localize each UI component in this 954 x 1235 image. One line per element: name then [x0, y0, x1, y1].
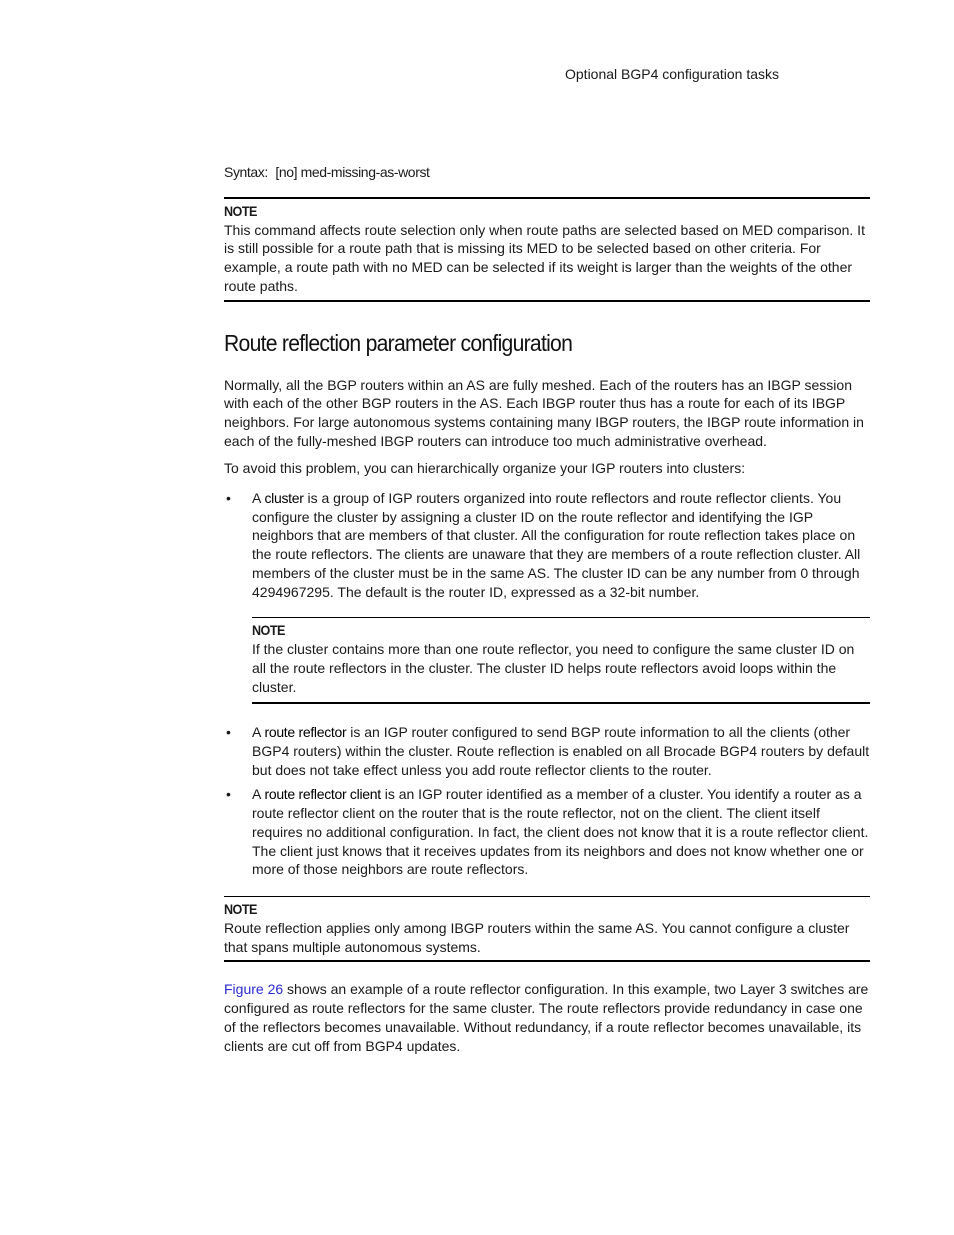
intro-paragraph: Normally, all the BGP routers within an AS are fully meshed. Each of the routers has an IBGP session with each of the other BGP routers in the AS. Each IBGP router thus has a route for each of its IBGP neighbors. For large autonomous systems containing many IBGP routers, the IBGP route information in each of the fully-meshed IBGP routers can introduce too much administrative overhead.	[224, 376, 864, 449]
running-header: Optional BGP4 configuration tasks	[565, 66, 780, 82]
figure-paragraph-text: shows an example of a route reflector configuration. In this example, two Layer 3 switches are configured as route reflectors for the same cluster. The route reflectors provide redundancy in case one of the reflectors becomes unavailable. Without redundancy, if a route reflector becomes unavailable, its clients are cut off from BGP4 updates.	[224, 981, 869, 1054]
bullet-icon: •	[226, 786, 231, 803]
bullet-icon: •	[226, 490, 231, 507]
list-item-route-reflector	[224, 723, 870, 779]
bullet-text: is an IGP router identified as a member of a cluster. You identify a router as a route reflector client on the router that is the route reflector, not on the client. The client itself requires no additional configuration. In fact, the client does not know that it is a route reflector client. The client just knows that it receives updates from its neighbors and does not know whether one or more of those neighbors are route reflectors.	[252, 786, 869, 878]
note-title: NOTE	[224, 900, 257, 917]
syntax-line	[224, 163, 870, 182]
bullet-list	[224, 489, 870, 601]
clusters-paragraph: To avoid this problem, you can hierarchically organize your IGP routers into clusters:	[224, 460, 746, 477]
list-item-cluster	[224, 489, 870, 601]
page-content	[224, 163, 870, 1064]
note-box-ibgp	[224, 896, 870, 962]
bullet-text: is a group of IGP routers organized into route reflectors and route reflector clients. You configure the cluster by assigning a cluster ID on the route reflector and identifying the IGP neighbors that are members of that cluster. All the configuration for route reflection takes place on the route reflectors. The clients are unaware that they are members of a route reflection cluster. All members of the cluster must be in the same AS. The cluster ID can be any number from 0 through 4294967295. The default is the router ID, expressed as a 32-bit number.	[252, 490, 861, 600]
note-text: If the cluster contains more than one route reflector, you need to configure the same cluster ID on all the route reflectors in the cluster. The cluster ID helps route reflectors avoid loops within the cluster.	[252, 641, 855, 695]
section-heading: Route reflection parameter configuration	[224, 329, 573, 356]
figure-paragraph	[224, 980, 870, 1055]
note-text: Route reflection applies only among IBGP routers within the same AS. You cannot configure a cluster that spans multiple autonomous systems.	[224, 919, 850, 955]
bullet-prefix: A	[252, 490, 265, 507]
bullet-prefix: A	[252, 724, 265, 741]
list-item-route-reflector-client	[224, 785, 870, 879]
note-title: NOTE	[224, 202, 257, 219]
bullet-icon: •	[226, 724, 231, 741]
term-route-reflector-client: route reflector client	[264, 786, 381, 803]
term-cluster: cluster	[264, 490, 304, 507]
bullet-text: is an IGP router configured to send BGP route information to all the clients (other BGP4 routers) within the cluster. Route reflection is enabled on all Brocade BGP4 routers by default but does not take effect unless you add route reflector clients to the router.	[252, 724, 870, 778]
note-title: NOTE	[252, 622, 285, 639]
syntax-command: [no] med-missing-as-worst	[275, 164, 430, 180]
syntax-label: Syntax:	[224, 164, 268, 180]
note-box-med	[224, 197, 870, 302]
bullet-list	[224, 723, 870, 879]
bullet-prefix: A	[252, 786, 265, 803]
figure-26-link[interactable]: Figure 26	[224, 981, 284, 998]
term-route-reflector: route reflector	[264, 724, 347, 741]
note-text: This command affects route selection only when route paths are selected based on MED comparison. It is still possible for a route path that is missing its MED to be selected based on other criteria. For example, a route path with no MED can be selected if its weight is larger than the weights of the other route paths.	[224, 221, 865, 294]
note-box-cluster	[252, 617, 870, 704]
